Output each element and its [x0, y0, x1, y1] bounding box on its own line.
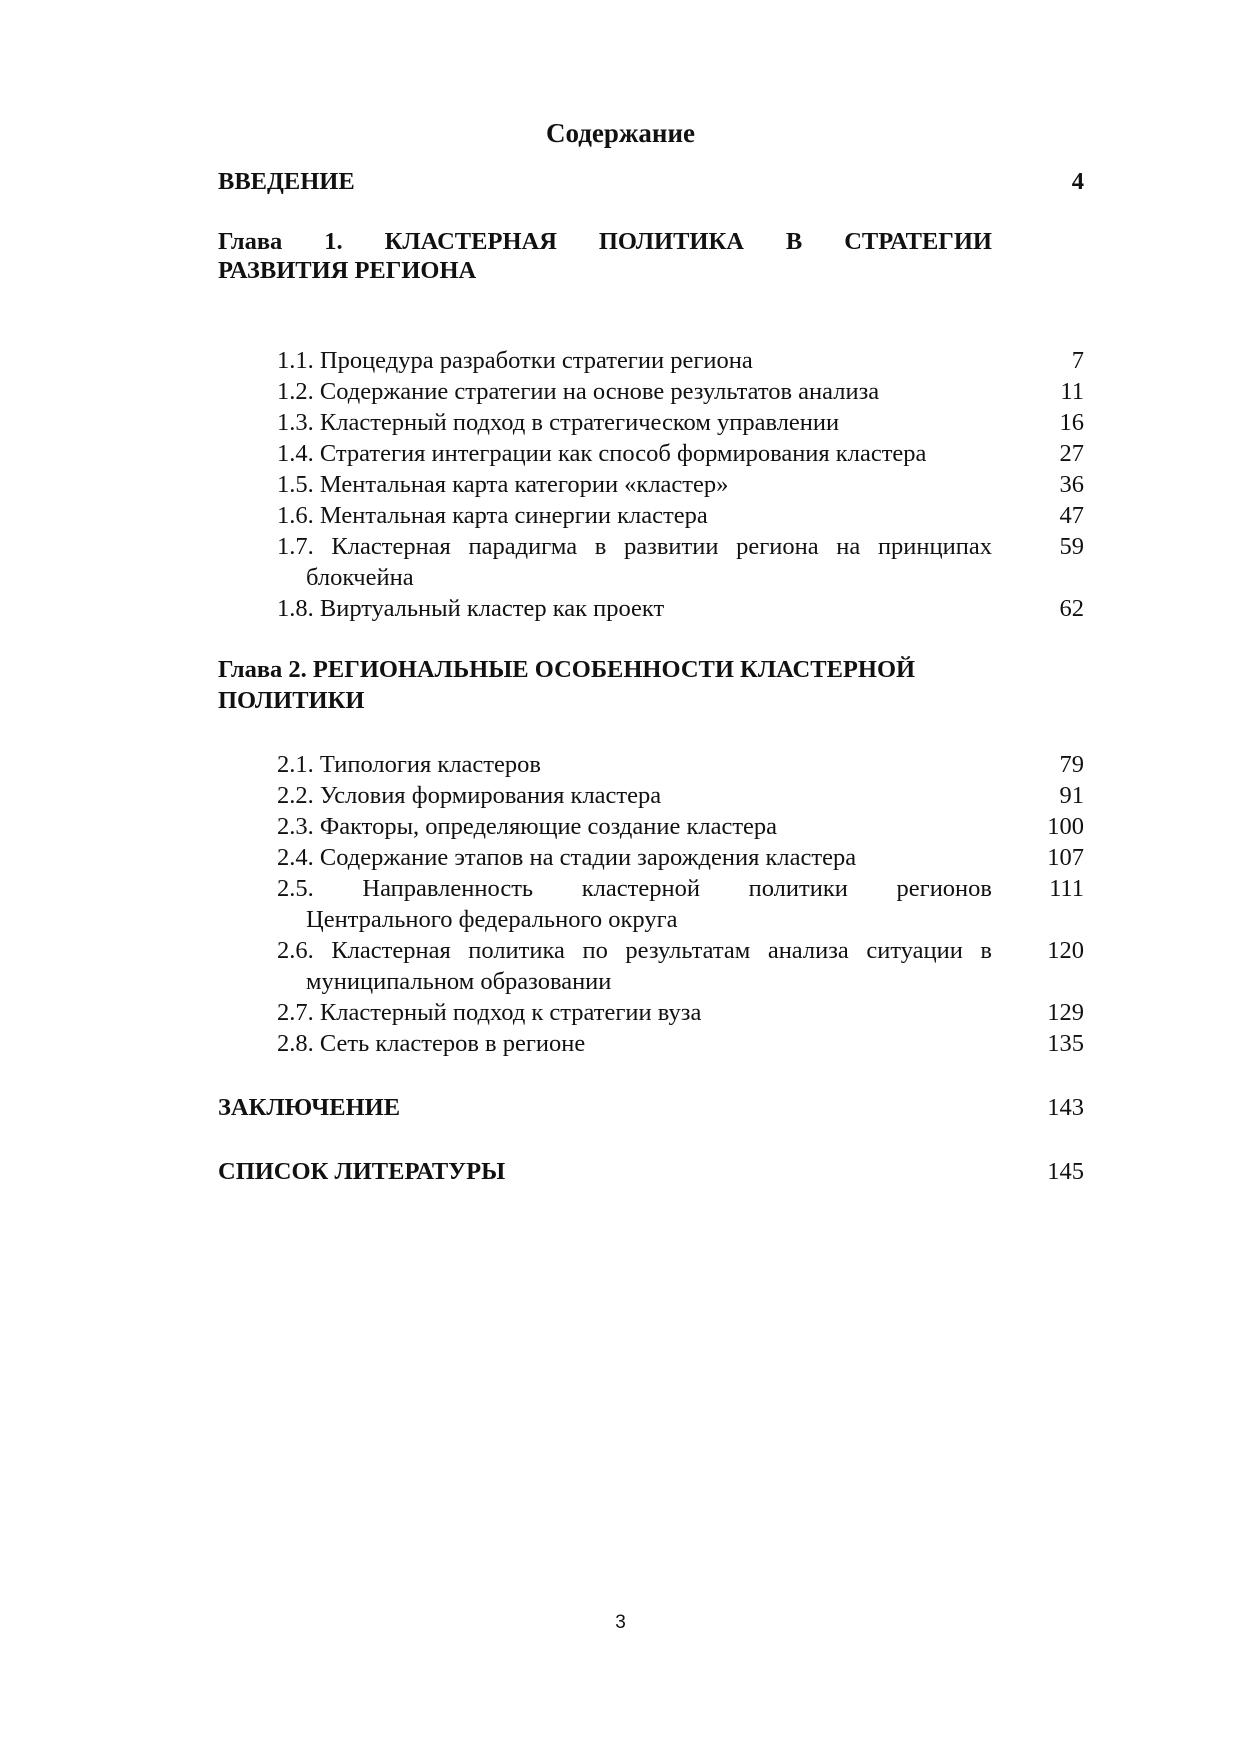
toc-entry-page: 111 [1049, 875, 1084, 902]
toc-entry-page: 79 [1059, 751, 1084, 778]
toc-entry-page: 100 [1047, 813, 1084, 840]
toc-entry-label: 1.6. Ментальная карта синергии кластера [277, 502, 708, 529]
toc-entry-label: 1.3. Кластерный подход в стратегическом управлении [277, 409, 840, 436]
toc-entry-label: ВВЕДЕНИЕ [218, 168, 355, 195]
toc-entry-label: 1.7. Кластерная парадигма в развитии региона на принципах [277, 533, 992, 560]
toc-entry-page: 145 [1047, 1158, 1084, 1185]
toc-entry-label: 2.4. Содержание этапов на стадии зарождения кластера [277, 844, 857, 871]
toc-chapter-label: Глава 2. РЕГИОНАЛЬНЫЕ ОСОБЕННОСТИ КЛАСТЕРНОЙ [218, 656, 916, 683]
toc-chapter-label: ПОЛИТИКИ [218, 687, 365, 714]
toc-entry-label-continued: муниципальном образовании [306, 968, 612, 995]
toc-entry-label: 1.1. Процедура разработки стратегии региона [277, 347, 753, 374]
toc-entry-page: 11 [1060, 378, 1084, 405]
toc-entry-page: 16 [1059, 409, 1084, 436]
toc-entry-page: 59 [1059, 533, 1084, 560]
toc-entry-page: 135 [1047, 1030, 1084, 1057]
toc-entry-page: 120 [1047, 937, 1084, 964]
toc-entry-label: 1.2. Содержание стратегии на основе результатов анализа [277, 378, 880, 405]
toc-chapter-label: РАЗВИТИЯ РЕГИОНА [218, 257, 477, 284]
toc-entry-label: 2.6. Кластерная политика по результатам анализа ситуации в [277, 937, 992, 964]
toc-entry-label: ЗАКЛЮЧЕНИЕ [218, 1094, 401, 1121]
page-title: Содержание [545, 118, 696, 148]
toc-entry-page: 27 [1059, 440, 1084, 467]
toc-entry-page: 62 [1059, 595, 1084, 622]
toc-entry-page: 143 [1047, 1094, 1084, 1121]
toc-entry-label-continued: блокчейна [306, 564, 414, 591]
toc-entry-label: 1.4. Стратегия интеграции как способ формирования кластера [277, 440, 927, 467]
toc-entry-label: 2.7. Кластерный подход к стратегии вуза [277, 999, 702, 1026]
page-number: 3 [615, 1612, 626, 1633]
toc-entry-page: 4 [1071, 168, 1084, 195]
toc-entry-page: 129 [1047, 999, 1084, 1026]
toc-entry-page: 36 [1059, 471, 1084, 498]
toc-entry-label: 2.2. Условия формирования кластера [277, 782, 662, 809]
toc-entry-label: 2.5. Направленность кластерной политики регионов [277, 875, 992, 902]
toc-entry-label: 1.8. Виртуальный кластер как проект [277, 595, 665, 622]
toc-entry-label: 2.3. Факторы, определяющие создание кластера [277, 813, 778, 840]
toc-entry-label: 2.8. Сеть кластеров в регионе [277, 1030, 586, 1057]
toc-entry-label: 2.1. Типология кластеров [277, 751, 541, 778]
toc-entry-page: 7 [1071, 347, 1084, 374]
toc-entry-page: 107 [1047, 844, 1084, 871]
toc-entry-page: 91 [1059, 782, 1084, 809]
toc-entry-label: СПИСОК ЛИТЕРАТУРЫ [218, 1158, 506, 1185]
toc-entry-label-continued: Центрального федерального округа [306, 906, 678, 933]
toc-chapter-label: Глава 1. КЛАСТЕРНАЯ ПОЛИТИКА В СТРАТЕГИИ [218, 228, 992, 255]
toc-entry-label: 1.5. Ментальная карта категории «кластер» [277, 471, 729, 498]
toc-entry-page: 47 [1059, 502, 1084, 529]
